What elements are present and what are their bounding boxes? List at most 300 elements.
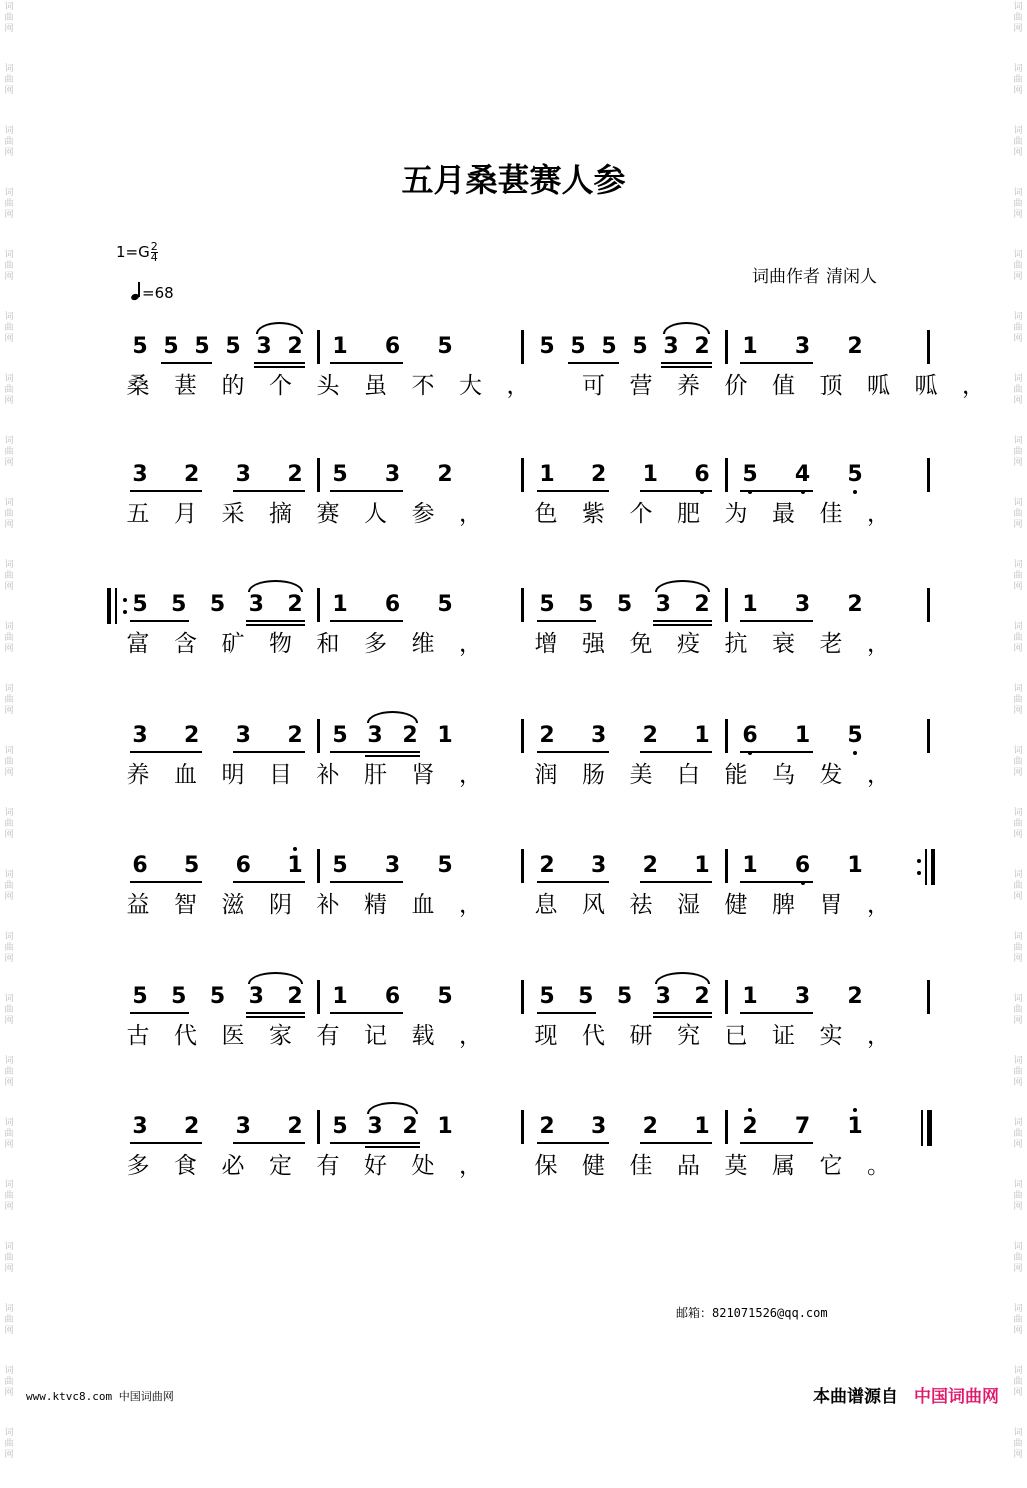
eighth-beam [661,362,712,364]
lyric-char: 月 [174,501,197,527]
jianpu-note: 5 [437,984,453,1009]
barline [927,588,930,622]
eighth-beam [233,490,305,492]
lyric-char: 白 [677,762,700,788]
sixteenth-beam [254,366,305,368]
barline [927,458,930,492]
time-numerator: 2 [150,240,158,253]
lyric-char: ， [867,631,890,657]
lyric-char: 头 [316,373,340,399]
lyric-char: 有 [316,1023,340,1049]
eighth-beam [130,620,189,622]
lyric-char: 个 [629,501,653,527]
watermark-mark: 词 曲 网 [1013,1180,1023,1212]
lyric-char: 佳 [819,501,843,527]
slur-arc [256,322,303,334]
jianpu-note: 3 [794,592,811,617]
slur-arc [655,972,710,984]
jianpu-note: 2 [847,592,863,617]
thick-bar [927,1110,932,1146]
high-octave-dot [293,847,297,851]
watermark-mark: 词 曲 网 [1013,932,1023,964]
watermark-mark: 词 曲 网 [1013,312,1023,344]
lyric-char: 祛 [629,892,653,918]
jianpu-note: 5 [578,984,594,1009]
watermark-mark: 词 曲 网 [4,994,14,1026]
repeat-dot [917,859,921,863]
lyric-char: 矿 [221,631,245,657]
repeat-dot [123,598,127,602]
watermark-mark: 词 曲 网 [1013,126,1023,158]
jianpu-note: 1 [539,462,555,487]
jianpu-note: 5 [601,334,617,359]
jianpu-note: 3 [367,1114,383,1139]
lyric-char: 摘 [269,501,292,527]
lyric-char: 现 [534,1023,558,1049]
watermark-mark: 词 曲 网 [1013,498,1023,530]
watermark-mark: 词 曲 网 [4,250,14,282]
barline [521,719,524,753]
barline [317,458,320,492]
lyric-char: 养 [677,373,700,399]
jianpu-note: 3 [591,853,607,878]
lyric-char: 顶 [819,373,843,399]
lyric-char: ， [459,1023,482,1049]
lyric-char: 能 [724,762,748,788]
jianpu-note: 4 [793,462,813,488]
lyric-char: ， [459,631,482,657]
jianpu-note: 5 [437,334,453,359]
lyric-char: 它 [819,1153,843,1179]
jianpu-note: 6 [384,592,401,617]
eighth-beam [161,362,212,364]
eighth-beam [653,1012,712,1014]
jianpu-note: 5 [616,984,633,1009]
lyric-char: 免 [629,631,653,657]
jianpu-note: 5 [171,984,187,1009]
jianpu-note: 3 [794,984,811,1009]
lyric-char: ， [867,762,890,788]
watermark-mark: 词 曲 网 [1013,746,1023,778]
eighth-beam [330,1012,403,1014]
sixteenth-beam [653,1016,712,1018]
eighth-beam [330,620,403,622]
lyric-char: 大 [459,373,482,399]
lyric-char: 医 [221,1023,245,1049]
lyric-char: 营 [629,373,653,399]
jianpu-note: 6 [132,853,148,878]
watermark-mark: 词 曲 网 [4,622,14,654]
eighth-beam [330,751,420,753]
lyric-char: 研 [629,1023,653,1049]
lyric-char: 胃 [819,892,843,918]
jianpu-note: 2 [287,592,303,617]
eighth-beam [537,881,609,883]
barline [725,1110,728,1144]
lyric-char: 多 [364,631,387,657]
barline [725,588,728,622]
lyric-char: 不 [411,373,435,399]
lyric-char: 实 [819,1023,843,1049]
watermark-mark: 词 曲 网 [1013,1118,1023,1150]
jianpu-note: 1 [694,1114,710,1139]
jianpu-note: 5 [539,334,555,359]
lyric-char: 疫 [677,631,700,657]
lyric-char: ， [962,373,985,399]
footer-site-url: www.ktvc8.com 中国词曲网 [26,1390,174,1403]
footer-source [813,1382,999,1407]
eighth-beam [740,1012,813,1014]
jianpu-note: 3 [248,984,264,1009]
lyric-char: 采 [221,501,245,527]
eighth-beam [130,881,202,883]
jianpu-note: 6 [384,984,401,1009]
watermark-mark: 词 曲 网 [4,746,14,778]
watermark-mark: 词 曲 网 [1013,1366,1023,1398]
jianpu-note: 2 [287,334,303,359]
jianpu-note: 2 [740,1114,760,1140]
sixteenth-beam [661,366,712,368]
lyric-char: 脾 [772,892,795,918]
barline [725,719,728,753]
jianpu-note: 2 [642,853,658,878]
repeat-dot [123,610,127,614]
jianpu-note: 5 [845,723,865,749]
jianpu-note: 2 [287,984,303,1009]
barline [317,849,320,883]
composer-role: 词曲作者 [752,267,820,287]
thick-bar [931,849,935,885]
lyric-char: 赛 [316,501,340,527]
lyric-char: ， [867,1023,890,1049]
jianpu-note: 5 [578,592,594,617]
jianpu-note: 3 [132,1114,148,1139]
jianpu-note: 2 [184,462,200,487]
lyric-char: 肥 [677,501,700,527]
eighth-beam [537,1142,609,1144]
jianpu-note: 5 [332,853,348,878]
composer-name: 清闲人 [826,267,877,287]
lyric-char: ， [867,892,890,918]
jianpu-note: 2 [437,462,453,487]
lyric-char: 维 [411,631,435,657]
low-octave-dot [853,751,857,755]
jianpu-note: 5 [209,984,226,1009]
lyric-char: ， [459,892,482,918]
lyric-char: ， [459,501,482,527]
eighth-beam [640,881,712,883]
lyric-char: 目 [269,762,292,788]
lyric-char: 保 [534,1153,558,1179]
lyric-char: 虽 [364,373,387,399]
eighth-beam [254,362,305,364]
lyric-char: ， [867,501,890,527]
jianpu-note: 3 [591,1114,607,1139]
watermark-mark: 词 曲 网 [4,932,14,964]
eighth-beam [246,620,305,622]
lyric-char: 代 [174,1023,197,1049]
final-barline [921,1110,935,1146]
eighth-beam [330,1142,420,1144]
lyric-char: ， [459,1153,482,1179]
jianpu-note: 2 [694,334,710,359]
eighth-beam [130,490,202,492]
eighth-beam [740,881,813,883]
eighth-beam [568,362,619,364]
watermark-mark: 词 曲 网 [4,374,14,406]
jianpu-note: 2 [184,1114,200,1139]
jianpu-note: 2 [694,592,710,617]
jianpu-note: 2 [694,984,710,1009]
jianpu-note: 5 [132,592,148,617]
watermark-mark: 词 曲 网 [1013,1304,1023,1336]
contact-email: 邮箱：821071526@qq.com [676,1306,828,1320]
jianpu-note: 3 [384,462,401,487]
jianpu-note: 3 [235,462,251,487]
jianpu-note: 2 [402,1114,418,1139]
time-denominator: 4 [150,251,158,264]
lyric-char: 紫 [582,501,605,527]
eighth-beam [537,751,609,753]
lyric-char: 的 [221,373,245,399]
jianpu-note: 3 [235,1114,251,1139]
lyric-char: 为 [724,501,748,527]
eighth-beam [640,751,712,753]
eighth-beam [130,1142,202,1144]
jianpu-note: 3 [132,723,148,748]
jianpu-note: 2 [642,723,658,748]
jianpu-note: 5 [437,853,453,878]
lyric-char: 个 [269,373,292,399]
lyric-char: 色 [534,501,558,527]
jianpu-note: 1 [437,1114,453,1139]
lyric-char: ， [506,373,530,399]
lyric-char: 智 [174,892,197,918]
lyric-char: 明 [221,762,245,788]
barline [725,849,728,883]
watermark-mark: 词 曲 网 [1013,622,1023,654]
jianpu-note: 1 [742,853,758,878]
source-site-link[interactable]: 中国词曲网 [914,1387,999,1407]
thin-bar [921,1110,923,1146]
jianpu-note: 3 [367,723,383,748]
watermark-mark: 词 曲 网 [4,188,14,220]
jianpu-note: 2 [642,1114,658,1139]
jianpu-note: 3 [591,723,607,748]
barline [521,588,524,622]
watermark-mark: 词 曲 网 [1013,188,1023,220]
lyric-char: 增 [534,631,558,657]
jianpu-note: 6 [793,853,813,879]
watermark-mark: 词 曲 网 [1013,994,1023,1026]
watermark-mark: 词 曲 网 [4,2,14,34]
jianpu-note: 3 [384,853,401,878]
eighth-beam [246,1012,305,1014]
watermark-mark: 词 曲 网 [4,126,14,158]
barline [317,588,320,622]
lyric-char: 发 [819,762,843,788]
thin-bar [925,849,927,885]
lyric-char: 精 [364,892,387,918]
jianpu-note: 2 [539,1114,555,1139]
thick-bar [107,588,111,624]
lyric-char: 风 [582,892,605,918]
watermark-mark: 词 曲 网 [4,684,14,716]
lyric-char: 莫 [724,1153,748,1179]
lyric-char: 肝 [364,762,387,788]
barline [927,719,930,753]
eighth-beam [233,751,305,753]
jianpu-note: 3 [655,984,671,1009]
jianpu-note: 2 [287,723,303,748]
barline [725,330,728,364]
watermark-mark: 词 曲 网 [1013,684,1023,716]
lyric-char: 定 [269,1153,292,1179]
jianpu-note: 3 [794,334,811,359]
eighth-beam [537,1012,596,1014]
slur-arc [248,580,303,592]
lyric-char: 古 [126,1023,150,1049]
watermark-mark: 词 曲 网 [4,1428,14,1460]
lyric-char: ， [459,762,482,788]
slur-arc [663,322,710,334]
lyric-char: 品 [677,1153,700,1179]
lyric-char: 人 [364,501,387,527]
lyric-char: 血 [411,892,435,918]
lyric-char: 润 [534,762,558,788]
jianpu-note: 5 [632,334,648,359]
watermark-mark: 词 曲 网 [1013,1428,1023,1460]
lyric-char: 多 [126,1153,150,1179]
jianpu-note: 5 [332,723,348,748]
source-label: 本曲谱源自 [813,1387,898,1407]
high-octave-dot [853,1108,857,1112]
jianpu-note: 1 [642,462,658,487]
lyric-char: 食 [174,1153,197,1179]
key-label: 1=G [116,243,150,261]
lyric-char: 益 [126,892,150,918]
lyric-char: 桑 [126,373,150,399]
jianpu-note: 2 [539,723,555,748]
lyric-char: 血 [174,762,197,788]
lyric-char: 富 [126,631,150,657]
low-octave-dot [853,490,857,494]
lyric-char: 美 [629,762,653,788]
jianpu-note: 5 [184,853,200,878]
lyric-char: 和 [316,631,340,657]
eighth-beam [740,490,813,492]
thin-bar [115,588,117,624]
lyric-char: 可 [582,373,605,399]
jianpu-note: 6 [740,723,760,749]
lyric-char: 家 [269,1023,292,1049]
jianpu-note: 6 [384,334,401,359]
jianpu-note: 5 [616,592,633,617]
song-title: 五月桑葚赛人参 [401,161,626,199]
lyric-char: 代 [582,1023,605,1049]
eighth-beam [740,620,813,622]
jianpu-note: 5 [437,592,453,617]
jianpu-note: 5 [845,462,865,488]
lyric-char: 有 [316,1153,340,1179]
lyric-char: 五 [126,501,150,527]
jianpu-note: 2 [847,984,863,1009]
jianpu-note: 5 [209,592,226,617]
lyric-char: 乌 [772,762,795,788]
watermark-mark: 词 曲 网 [4,1180,14,1212]
lyric-char: 滋 [221,892,245,918]
eighth-beam [740,751,813,753]
repeat-dot [917,871,921,875]
lyric-char: 呱 [914,373,938,399]
lyric-char: 含 [174,631,197,657]
lyric-char: 属 [772,1153,795,1179]
lyric-char: 阴 [269,892,292,918]
watermark-mark: 词 曲 网 [4,808,14,840]
jianpu-note: 1 [847,853,863,878]
barline [317,980,320,1014]
slur-arc [367,1102,418,1114]
jianpu-note: 1 [742,334,758,359]
watermark-mark: 词 曲 网 [4,1242,14,1274]
jianpu-note: 1 [694,723,710,748]
jianpu-note: 3 [248,592,264,617]
jianpu-note: 6 [692,462,712,488]
lyric-char: 抗 [724,631,748,657]
jianpu-note: 5 [332,1114,348,1139]
jianpu-note: 2 [591,462,607,487]
watermark-mark: 词 曲 网 [1013,374,1023,406]
slur-arc [248,972,303,984]
eighth-beam [330,490,403,492]
lyric-char: 证 [772,1023,795,1049]
watermark-mark: 词 曲 网 [1013,64,1023,96]
eighth-beam [653,620,712,622]
sixteenth-beam [365,755,420,757]
eighth-beam [640,490,712,492]
lyric-char: 。 [867,1153,890,1179]
eighth-beam [233,881,305,883]
watermark-mark: 词 曲 网 [4,1304,14,1336]
watermark-mark: 词 曲 网 [4,560,14,592]
watermark-mark: 词 曲 网 [1013,1242,1023,1274]
jianpu-note: 3 [235,723,251,748]
watermark-mark: 词 曲 网 [4,498,14,530]
barline [521,458,524,492]
jianpu-note: 2 [847,334,863,359]
lyric-char: 值 [772,373,795,399]
jianpu-note: 5 [539,984,555,1009]
lyric-char: 健 [724,892,748,918]
jianpu-note: 1 [285,853,305,879]
lyric-char: 究 [677,1023,700,1049]
lyric-char: 物 [269,631,292,657]
lyric-char: 已 [724,1023,748,1049]
jianpu-note: 5 [225,334,241,359]
slur-arc [367,711,418,723]
sixteenth-beam [653,624,712,626]
lyric-char: 肾 [411,762,435,788]
repeat-end-barline [915,849,939,885]
lyric-char: 养 [126,762,150,788]
jianpu-note: 5 [163,334,179,359]
watermark-mark: 词 曲 网 [1013,560,1023,592]
high-octave-dot [748,1108,752,1112]
lyric-char: 健 [582,1153,605,1179]
lyric-char: 参 [411,501,435,527]
barline [521,980,524,1014]
jianpu-note: 5 [132,984,148,1009]
